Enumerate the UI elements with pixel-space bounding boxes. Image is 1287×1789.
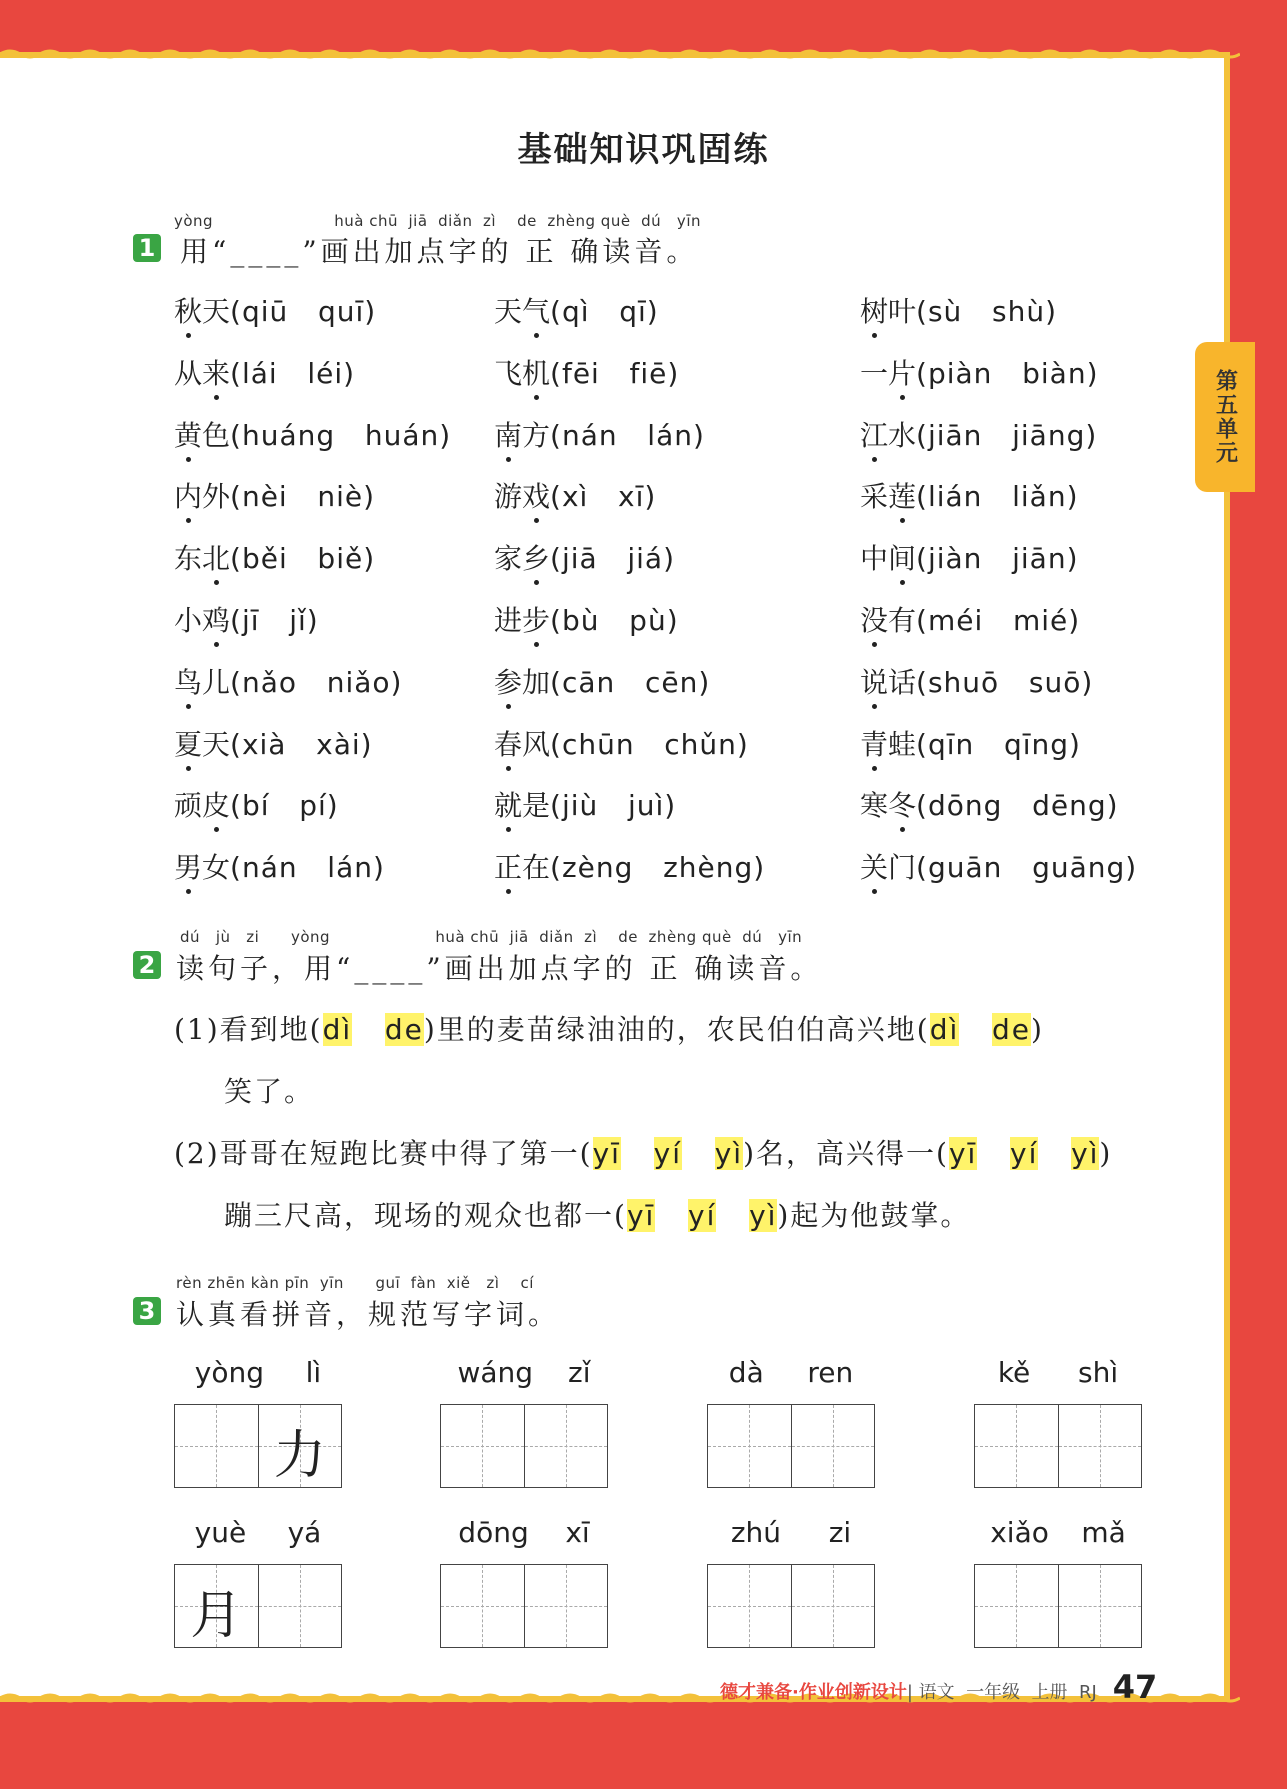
word-char: 加 <box>522 665 551 699</box>
word-char: 小 <box>174 603 203 637</box>
word-char: 门 <box>888 851 917 885</box>
tian-zi-square[interactable] <box>441 1405 525 1487</box>
tian-zi-square[interactable] <box>259 1565 342 1647</box>
syllable: wáng <box>457 1356 534 1389</box>
syllable: xiǎo <box>990 1516 1049 1549</box>
pinyin-options[interactable]: (bí pí) <box>230 789 339 823</box>
dotted-char: 南 <box>494 418 523 452</box>
pinyin-options[interactable]: (méi mié) <box>916 603 1081 637</box>
syllable: yòng <box>194 1356 265 1389</box>
pinyin-options[interactable]: (nán lán) <box>230 851 385 885</box>
pinyin-options[interactable]: (shuō suō) <box>916 665 1094 699</box>
page-number: 47 <box>1112 1668 1158 1706</box>
dotted-char: 北 <box>202 542 231 576</box>
question-1-row <box>174 784 1174 846</box>
dotted-char: 片 <box>888 356 917 390</box>
word-char: 顽 <box>174 789 203 823</box>
sentence-1-line-1: (1)看到地(dì de)里的麦苗绿油油的，农民伯伯高兴地(dì de) <box>174 1013 1044 1046</box>
option-yi2-2: yí <box>1010 1137 1039 1170</box>
word-char: 从 <box>174 356 203 390</box>
pinyin-options[interactable]: (dōng dēng) <box>916 789 1119 823</box>
word-char: 天 <box>202 727 231 761</box>
dotted-char: 树 <box>860 295 889 328</box>
pinyin-options[interactable]: (qì qī) <box>550 295 659 328</box>
syllable: zi <box>828 1516 852 1549</box>
syllable: yá <box>287 1516 322 1549</box>
pinyin-options[interactable]: (jiān jiāng) <box>916 418 1098 452</box>
word-pinyin <box>440 1356 608 1389</box>
syllable: yuè <box>194 1516 247 1549</box>
question-1-row <box>174 661 1174 723</box>
word-pinyin <box>174 1516 342 1549</box>
pinyin-options[interactable]: (guān guāng) <box>916 851 1138 885</box>
pinyin-options[interactable]: (jiù juì) <box>550 789 677 823</box>
syllable: ren <box>807 1356 854 1389</box>
word-item <box>494 414 705 454</box>
writing-box <box>174 1404 342 1488</box>
word-char: 飞 <box>494 356 523 390</box>
word-item <box>494 599 679 639</box>
writing-box <box>974 1404 1142 1488</box>
dotted-char: 鸡 <box>202 603 231 637</box>
writing-box <box>440 1564 608 1648</box>
dotted-char: 正 <box>494 851 523 885</box>
pinyin-options[interactable]: (nán lán) <box>550 418 705 452</box>
question-1-row <box>174 846 1174 908</box>
option-di-1: dì <box>322 1013 353 1046</box>
dotted-char: 黄 <box>174 418 203 452</box>
syllable: shì <box>1078 1356 1119 1389</box>
word-char: 蛙 <box>888 727 917 761</box>
question-1-row <box>174 475 1174 537</box>
option-yi1-3: yī <box>626 1199 656 1232</box>
word-char: 中 <box>860 542 889 576</box>
dotted-char: 气 <box>522 295 551 328</box>
word-item <box>494 784 676 824</box>
word-item <box>174 784 339 824</box>
word-char: 天 <box>494 295 523 328</box>
written-char: 月 <box>190 1586 243 1646</box>
question-3-number: 3 <box>133 1297 161 1325</box>
footer-info: | 语文 一年级 上册 RJ <box>906 1682 1097 1703</box>
word-char: 采 <box>860 480 889 514</box>
word-item <box>860 661 1093 701</box>
pinyin-options[interactable]: (nèi niè) <box>230 480 376 514</box>
pinyin-options[interactable]: (cān cēn) <box>550 665 711 699</box>
question-1-row <box>174 599 1174 661</box>
question-1-row <box>174 290 1174 352</box>
sentence-1-line-2: 笑了。 <box>224 1075 315 1108</box>
pinyin-options[interactable]: (sù shù) <box>916 295 1057 328</box>
dotted-char: 参 <box>494 665 523 699</box>
pinyin-options[interactable]: (huáng huán) <box>230 418 452 452</box>
pinyin-options[interactable]: (jiā jiá) <box>550 542 676 576</box>
tian-zi-square[interactable] <box>259 1405 342 1487</box>
dotted-char: 来 <box>202 356 231 390</box>
word-char: 东 <box>174 542 203 576</box>
question-1-text: 用“____”画出加点字的 正 确读音。 <box>180 235 699 268</box>
pinyin-options[interactable]: (zèng zhèng) <box>550 851 766 885</box>
word-item <box>174 661 402 701</box>
tian-zi-square[interactable] <box>708 1565 792 1647</box>
option-yi2-3: yí <box>688 1199 717 1232</box>
syllable: zǐ <box>568 1356 591 1389</box>
word-char: 天 <box>202 295 231 328</box>
writing-box <box>707 1404 875 1488</box>
pinyin-options[interactable]: (jī jǐ) <box>230 603 319 637</box>
word-item <box>860 599 1080 639</box>
pinyin-options[interactable]: (qiū quī) <box>230 295 377 328</box>
word-char: 水 <box>888 418 917 452</box>
pinyin-options[interactable]: (qīn qīng) <box>916 727 1081 761</box>
dotted-char: 皮 <box>202 789 231 823</box>
dotted-char: 男 <box>174 851 203 885</box>
dotted-char: 关 <box>860 851 889 885</box>
word-char: 外 <box>202 480 231 514</box>
pinyin-options[interactable]: (xià xài) <box>230 727 373 761</box>
question-2-pinyin: dú jù zi yòng huà chū jiā diǎn zì de zhèng què dú yīn <box>180 928 803 946</box>
question-2-text: 读句子，用“____”画出加点字的 正 确读音。 <box>176 952 823 985</box>
pinyin-options[interactable]: (bù pù) <box>550 603 679 637</box>
word-pinyin <box>707 1356 875 1389</box>
tian-zi-square[interactable] <box>525 1405 608 1487</box>
unit-side-tab: 第五单元 <box>1195 342 1255 492</box>
option-yi2-1: yí <box>653 1137 683 1170</box>
word-char: 家 <box>494 542 523 576</box>
word-pinyin <box>174 1356 342 1389</box>
option-yi4-1: yì <box>714 1137 744 1170</box>
word-char: 叶 <box>888 295 917 328</box>
dotted-char: 机 <box>522 356 551 390</box>
syllable: kě <box>997 1356 1031 1389</box>
word-char: 色 <box>202 418 231 452</box>
tian-zi-square[interactable] <box>175 1565 259 1647</box>
word-item <box>174 475 375 515</box>
dotted-char: 莲 <box>888 480 917 514</box>
word-item <box>494 352 679 392</box>
dotted-char: 间 <box>888 542 917 576</box>
syllable: mǎ <box>1081 1516 1126 1549</box>
word-item <box>494 475 656 515</box>
word-item <box>494 290 659 330</box>
word-char: 寒 <box>860 789 889 823</box>
footer <box>720 1668 1157 1706</box>
word-item <box>860 475 1079 515</box>
pinyin-options[interactable]: (lái léi) <box>230 356 356 390</box>
word-char: 进 <box>494 603 523 637</box>
option-de-1: de <box>384 1013 424 1046</box>
tian-zi-square[interactable] <box>975 1565 1059 1647</box>
word-item <box>494 537 675 577</box>
pinyin-options[interactable]: (xì xī) <box>550 480 657 514</box>
word-char: 游 <box>494 480 523 514</box>
tian-zi-square[interactable] <box>708 1405 792 1487</box>
tian-zi-square[interactable] <box>1059 1565 1142 1647</box>
word-char: 方 <box>522 418 551 452</box>
word-item <box>860 723 1081 763</box>
option-yi4-2: yì <box>1071 1137 1100 1170</box>
pinyin-options[interactable]: (chūn chǔn) <box>550 727 749 761</box>
dotted-char: 就 <box>494 789 523 823</box>
word-item <box>174 290 376 330</box>
syllable: lì <box>305 1356 322 1389</box>
question-3-pinyin: rèn zhēn kàn pīn yīn guī fàn xiě zì cí <box>176 1274 534 1292</box>
word-char: 是 <box>522 789 551 823</box>
dotted-char: 鸟 <box>174 665 203 699</box>
option-di-2: dì <box>929 1013 960 1046</box>
word-item <box>860 846 1137 886</box>
dotted-char: 青 <box>860 727 889 761</box>
dotted-char: 戏 <box>522 480 551 514</box>
writing-box <box>974 1564 1142 1648</box>
dotted-char: 没 <box>860 603 889 637</box>
top-wave-border <box>0 48 1240 60</box>
pinyin-options[interactable]: (fēi fiē) <box>550 356 680 390</box>
sentence-2-line-1: (2)哥哥在短跑比赛中得了第一(yī yí yì)名，高兴得一(yī yí yì) <box>174 1137 1113 1170</box>
option-yi1-1: yī <box>592 1137 621 1170</box>
dotted-char: 内 <box>174 480 203 514</box>
word-item <box>174 537 375 577</box>
word-char: 有 <box>888 603 917 637</box>
word-item <box>494 661 710 701</box>
question-1-row <box>174 352 1174 414</box>
word-char: 在 <box>522 851 551 885</box>
tian-zi-square[interactable] <box>975 1405 1059 1487</box>
pinyin-options[interactable]: (jiàn jiān) <box>916 542 1079 576</box>
word-item <box>174 599 319 639</box>
pinyin-options[interactable]: (běi biě) <box>230 542 376 576</box>
word-item <box>174 846 385 886</box>
word-char: 一 <box>860 356 889 390</box>
word-char: 话 <box>888 665 917 699</box>
word-item <box>860 414 1097 454</box>
word-pinyin <box>707 1516 875 1549</box>
pinyin-options[interactable]: (lián liǎn) <box>916 480 1079 514</box>
syllable: dà <box>728 1356 764 1389</box>
written-char: 力 <box>273 1426 326 1486</box>
word-char: 风 <box>522 727 551 761</box>
word-item <box>860 290 1057 330</box>
sentence-2-line-2: 蹦三尺高，现场的观众也都一(yī yí yì)起为他鼓掌。 <box>224 1199 971 1232</box>
tian-zi-square[interactable] <box>175 1405 259 1487</box>
question-1-row <box>174 537 1174 599</box>
tian-zi-square[interactable] <box>441 1565 525 1647</box>
word-item <box>494 723 749 763</box>
dotted-char: 冬 <box>888 789 917 823</box>
question-2-number: 2 <box>133 951 161 979</box>
question-1-pinyin: yòng huà chū jiā diǎn zì de zhèng què dú yīn <box>174 212 701 230</box>
word-item <box>494 846 765 886</box>
page-title: 基础知识巩固练 <box>517 130 770 170</box>
dotted-char: 春 <box>494 727 523 761</box>
word-item <box>860 537 1079 577</box>
word-item <box>860 784 1119 824</box>
dotted-char: 步 <box>522 603 551 637</box>
syllable: dōng <box>458 1516 529 1549</box>
question-1-items <box>174 290 1174 908</box>
syllable: xī <box>565 1516 590 1549</box>
tian-zi-square[interactable] <box>525 1565 608 1647</box>
word-pinyin <box>974 1356 1142 1389</box>
word-item <box>174 352 355 392</box>
word-item <box>174 723 373 763</box>
tian-zi-square[interactable] <box>792 1565 875 1647</box>
word-char: 儿 <box>202 665 231 699</box>
word-item <box>174 414 451 454</box>
question-1-row <box>174 414 1174 476</box>
writing-box <box>174 1564 342 1648</box>
dotted-char: 夏 <box>174 727 203 761</box>
dotted-char: 秋 <box>174 295 203 328</box>
option-de-2: de <box>991 1013 1031 1046</box>
tian-zi-square[interactable] <box>792 1405 875 1487</box>
syllable: zhú <box>730 1516 782 1549</box>
footer-brand: 德才兼备·作业创新设计 <box>720 1682 907 1703</box>
pinyin-options[interactable]: (nǎo niǎo) <box>230 665 403 699</box>
writing-box <box>707 1564 875 1648</box>
word-item <box>860 352 1099 392</box>
question-1-row <box>174 723 1174 785</box>
question-1-number: 1 <box>133 234 161 262</box>
pinyin-options[interactable]: (piàn biàn) <box>916 356 1099 390</box>
dotted-char: 江 <box>860 418 889 452</box>
dotted-char: 乡 <box>522 542 551 576</box>
writing-box <box>440 1404 608 1488</box>
option-yi4-3: yì <box>749 1199 778 1232</box>
word-pinyin <box>440 1516 608 1549</box>
dotted-char: 说 <box>860 665 889 699</box>
word-char: 女 <box>202 851 231 885</box>
word-pinyin <box>974 1516 1142 1549</box>
tian-zi-square[interactable] <box>1059 1405 1142 1487</box>
option-yi1-2: yī <box>948 1137 978 1170</box>
question-3-text: 认真看拼音，规范写字词。 <box>176 1298 561 1331</box>
